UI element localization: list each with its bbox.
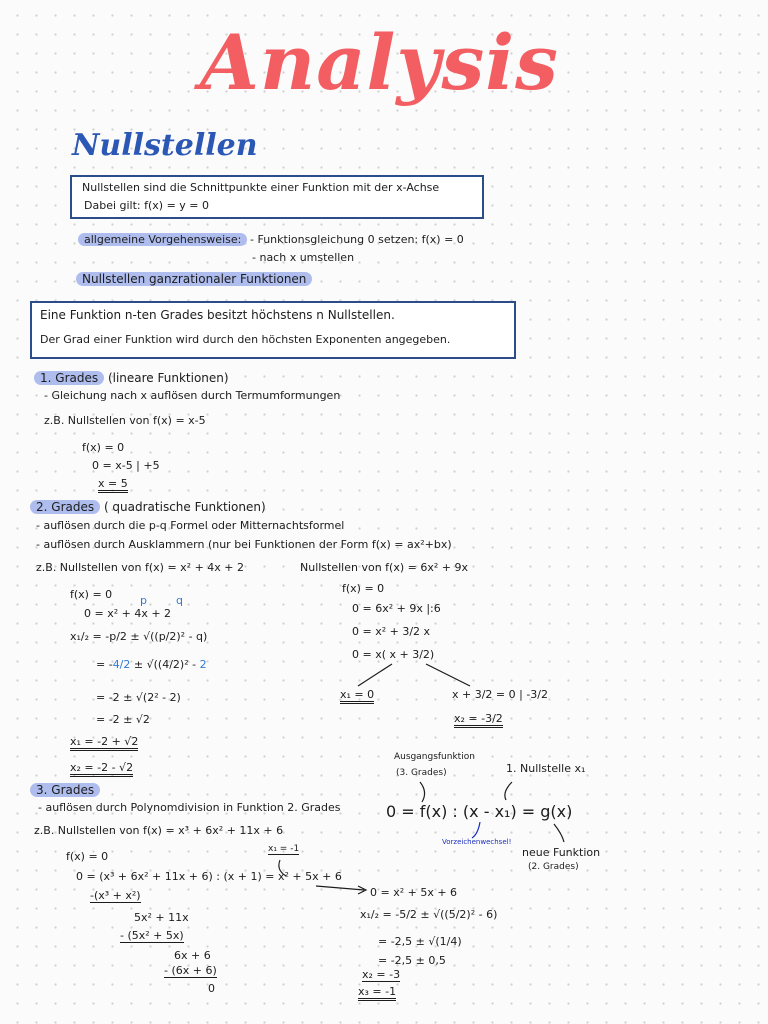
div-line-3: -(x³ + x²) xyxy=(90,889,141,902)
grad2-example-1: z.B. Nullstellen von f(x) = x² + 4x + 2 xyxy=(36,561,245,574)
pq-line-6: = -2 ± √2 xyxy=(96,713,150,726)
info-box xyxy=(30,301,516,359)
pq-result-2: x₂ = -2 - √2 xyxy=(70,761,133,777)
info-line-2: Der Grad einer Funktion wird durch den höchsten Exponenten angegeben. xyxy=(40,333,451,346)
grad2-rule-2: - auflösen durch Ausklammern (nur bei Funktionen der Form f(x) = ax²+bx) xyxy=(36,538,452,551)
div-line-8: 0 xyxy=(208,982,215,995)
factor-line-3: 0 = x² + 3/2 x xyxy=(352,625,431,638)
grad2-example-2: Nullstellen von f(x) = 6x² + 9x xyxy=(300,561,468,574)
pq-line-1: f(x) = 0 xyxy=(70,588,113,601)
pq-line-4: = -4/2 ± √((4/2)² - 2 xyxy=(96,658,207,671)
pq-line-3: x₁/₂ = -p/2 ± √((p/2)² - q) xyxy=(70,630,208,643)
section-title: Nullstellen xyxy=(72,128,258,163)
procedure-step-2: - nach x umstellen xyxy=(252,251,355,264)
definition-line-1: Nullstellen sind die Schnittpunkte einer Funktion mit der x-Achse xyxy=(82,181,440,194)
schema-nullstelle: 1. Nullstelle x₁ xyxy=(506,762,586,775)
quad-line-2: x₁/₂ = -5/2 ± √((5/2)² - 6) xyxy=(360,908,498,921)
quad-line-4: = -2,5 ± 0,5 xyxy=(378,954,446,967)
schema-ausgang: Ausgangsfunktion xyxy=(394,752,475,762)
procedure-step-1: - Funktionsgleichung 0 setzen: f(x) = 0 xyxy=(250,233,464,246)
pq-line-5: = -2 ± √(2² - 2) xyxy=(96,691,181,704)
procedure-label: allgemeine Vorgehensweise: xyxy=(78,233,247,246)
factor-result-2: x₂ = -3/2 xyxy=(454,712,503,728)
grad1-example: z.B. Nullstellen von f(x) = x-5 xyxy=(44,414,206,427)
quad-line-1: 0 = x² + 5x + 6 xyxy=(370,886,458,899)
pq-result-1: x₁ = -2 + √2 xyxy=(70,735,138,751)
grad1-heading: 1. Grades (lineare Funktionen) xyxy=(34,371,229,385)
grad3-first-root: x₁ = -1 xyxy=(268,844,300,854)
factor-line-4: 0 = x( x + 3/2) xyxy=(352,648,435,661)
schema-ausgang-grade: (3. Grades) xyxy=(396,768,447,778)
grad3-example: z.B. Nullstellen von f(x) = x³ + 6x² + 11x + 6 xyxy=(34,824,284,837)
schema-neue: neue Funktion xyxy=(522,846,601,859)
subsection-heading: Nullstellen ganzrationaler Funktionen xyxy=(76,272,312,286)
grad1-step-2: 0 = x-5 | +5 xyxy=(92,459,160,472)
page-title: Analysis xyxy=(200,18,559,107)
div-line-2: 0 = (x³ + 6x² + 11x + 6) : (x + 1) = x² + 5x + 6 xyxy=(76,870,342,883)
schema-formula: 0 = f(x) : (x - x₁) = g(x) xyxy=(386,802,573,821)
definition-line-2: Dabei gilt: f(x) = y = 0 xyxy=(84,199,210,212)
quad-line-3: = -2,5 ± √(1/4) xyxy=(378,935,462,948)
div-line-1: f(x) = 0 xyxy=(66,850,109,863)
schema-sign-change: Vorzeichenwechsel! xyxy=(442,838,512,846)
grad2-heading: 2. Grades ( quadratische Funktionen) xyxy=(30,500,266,514)
grad1-result: x = 5 xyxy=(98,477,128,493)
factor-line-5: x + 3/2 = 0 | -3/2 xyxy=(452,688,549,701)
pq-label-q: q xyxy=(176,594,183,607)
factor-line-1: f(x) = 0 xyxy=(342,582,385,595)
pq-line-2: 0 = x² + 4x + 2 xyxy=(84,607,172,620)
div-line-6: 6x + 6 xyxy=(174,949,211,962)
info-line-1: Eine Funktion n-ten Grades besitzt höchstens n Nullstellen. xyxy=(40,308,395,322)
result-arrow xyxy=(276,856,376,896)
definition-box xyxy=(70,175,484,219)
quad-result-2: x₃ = -1 xyxy=(358,985,396,1001)
factor-result-1: x₁ = 0 xyxy=(340,688,374,704)
grad3-rule: - auflösen durch Polynomdivision in Funktion 2. Grades xyxy=(38,801,341,814)
schema-neue-grade: (2. Grades) xyxy=(528,862,579,872)
div-line-7: - (6x + 6) xyxy=(164,964,217,977)
div-line-5: - (5x² + 5x) xyxy=(120,929,184,942)
grad3-heading: 3. Grades xyxy=(30,783,100,797)
div-line-4: 5x² + 11x xyxy=(134,911,189,924)
factor-line-2: 0 = 6x² + 9x |:6 xyxy=(352,602,441,615)
pq-label-p: p xyxy=(140,594,147,607)
grad2-rule-1: - auflösen durch die p-q Formel oder Mitternachtsformel xyxy=(36,519,345,532)
grad1-rule: - Gleichung nach x auflösen durch Termumformungen xyxy=(44,389,341,402)
grad1-step-1: f(x) = 0 xyxy=(82,441,125,454)
quad-result-1: x₂ = -3 xyxy=(362,968,401,981)
